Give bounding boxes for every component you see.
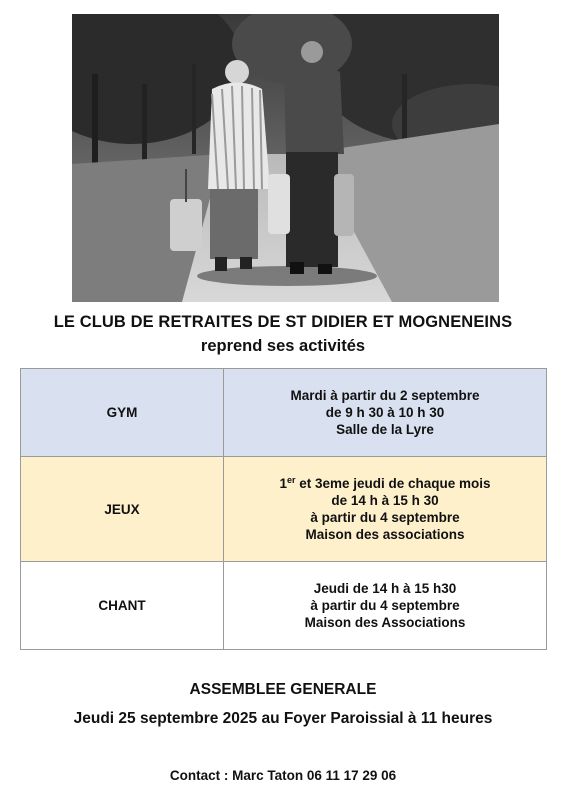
page-title: LE CLUB DE RETRAITES DE ST DIDIER ET MOGNENEINS bbox=[53, 313, 513, 331]
activities-table bbox=[20, 368, 547, 650]
table-row-chant bbox=[21, 562, 547, 650]
detail-text: et 3eme jeudi de chaque mois bbox=[295, 476, 491, 491]
assembly-heading: ASSEMBLEE GENERALE bbox=[189, 681, 377, 698]
detail-line: Mardi à partir du 2 septembre bbox=[290, 388, 480, 403]
ordinal-suffix: er bbox=[286, 475, 296, 485]
detail-line: de 14 h à 15 h 30 bbox=[331, 493, 439, 508]
activity-name-gym: GYM bbox=[21, 369, 224, 457]
detail-line: Maison des associations bbox=[305, 527, 465, 542]
activity-details-jeux bbox=[224, 457, 547, 562]
activity-details-gym bbox=[224, 369, 547, 457]
detail-line: à partir du 4 septembre bbox=[310, 598, 460, 613]
activity-name-jeux: JEUX bbox=[21, 457, 224, 562]
ordinal-number: 1 bbox=[279, 476, 287, 491]
activity-details-chant bbox=[224, 562, 547, 650]
table-row-jeux bbox=[21, 457, 547, 562]
detail-line-first bbox=[230, 475, 540, 492]
assembly-details: Jeudi 25 septembre 2025 au Foyer Paroissial à 11 heures bbox=[73, 710, 493, 727]
detail-line: Maison des Associations bbox=[304, 615, 466, 630]
table-row-gym bbox=[21, 369, 547, 457]
elderly-couple-walking-photo bbox=[72, 14, 499, 302]
contact-info: Contact : Marc Taton 06 11 17 29 06 bbox=[169, 768, 397, 783]
activity-name-chant: CHANT bbox=[21, 562, 224, 650]
detail-line: à partir du 4 septembre bbox=[310, 510, 460, 525]
detail-line: Jeudi de 14 h à 15 h30 bbox=[313, 581, 457, 596]
detail-line: de 9 h 30 à 10 h 30 bbox=[325, 405, 445, 420]
header-photo bbox=[72, 14, 499, 302]
page-subtitle: reprend ses activités bbox=[200, 337, 366, 355]
detail-line: Salle de la Lyre bbox=[336, 422, 434, 437]
